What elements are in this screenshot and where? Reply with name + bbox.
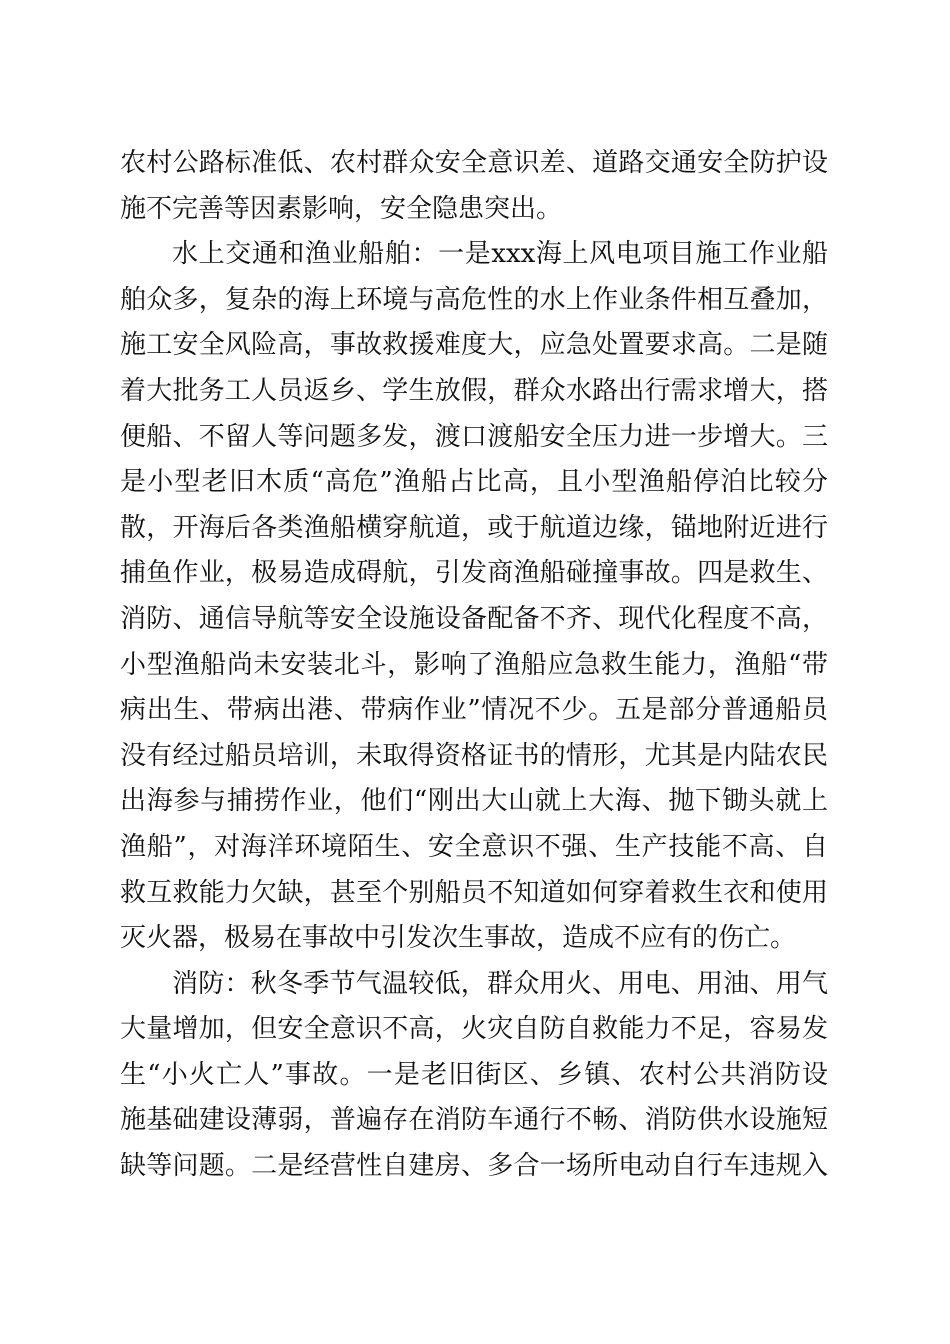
- text-line: 大量增加，但安全意识不高，火灾自防自救能力不足，容易发: [120, 1014, 828, 1045]
- text-line: 没有经过船员培训，未取得资格证书的情形，尤其是内陆农民: [120, 740, 828, 771]
- text-line: 灭火器，极易在事故中引发次生事故，造成不应有的伤亡。: [120, 923, 797, 954]
- text-line: 散，开海后各类渔船横穿航道，或于航道边缘，锚地附近进行: [120, 512, 828, 543]
- text-line: 渔船”，对海洋环境陌生、安全意识不强、生产技能不高、自: [120, 831, 828, 862]
- paragraph-road-safety: [120, 141, 828, 232]
- text-line: 施基础建设薄弱，普遍存在消防车通行不畅、消防供水设施短: [120, 1105, 828, 1136]
- text-line: 施工安全风险高，事故救援难度大，应急处置要求高。二是随: [120, 330, 828, 361]
- text-line: 农村公路标准低、农村群众安全意识差、道路交通安全防护设: [120, 148, 828, 178]
- text-line: 消防：秋冬季节气温较低，群众用火、用电、用油、用气: [172, 968, 828, 999]
- text-line: 水上交通和渔业船舶：一是xxx海上风电项目施工作业船: [172, 239, 828, 270]
- paragraph-fire-safety: [120, 962, 828, 1190]
- text-line: 救互救能力欠缺，甚至个别船员不知道如何穿着救生衣和使用: [120, 877, 828, 908]
- text-line: 施不完善等因素影响，安全隐患突出。: [120, 193, 563, 224]
- text-line: 便船、不留人等问题多发，渡口渡船安全压力进一步增大。三: [120, 421, 828, 452]
- text-line: 病出生、带病出港、带病作业”情况不少。五是部分普通船员: [120, 695, 828, 726]
- text-line: 消防、通信导航等安全设施设备配备不齐、现代化程度不高，: [120, 603, 828, 634]
- text-line: 着大批务工人员返乡、学生放假，群众水路出行需求增大，搭: [120, 375, 828, 406]
- text-line: 小型渔船尚未安装北斗，影响了渔船应急救生能力，渔船“带: [120, 649, 828, 680]
- text-line: 缺等问题。二是经营性自建房、多合一场所电动自行车违规入: [120, 1151, 828, 1182]
- body-text: [120, 141, 828, 1190]
- text-line: 舶众多，复杂的海上环境与高危性的水上作业条件相互叠加，: [120, 284, 828, 315]
- text-line: 出海参与捕捞作业，他们“刚出大山就上大海、抛下锄头就上: [120, 786, 828, 817]
- text-line: 捕鱼作业，极易造成碍航，引发商渔船碰撞事故。四是救生、: [120, 558, 828, 589]
- text-line: 是小型老旧木质“高危”渔船占比高，且小型渔船停泊比较分: [120, 467, 828, 498]
- paragraph-water-transport: [120, 232, 828, 962]
- text-line: 生“小火亡人”事故。一是老旧街区、乡镇、农村公共消防设: [120, 1059, 828, 1090]
